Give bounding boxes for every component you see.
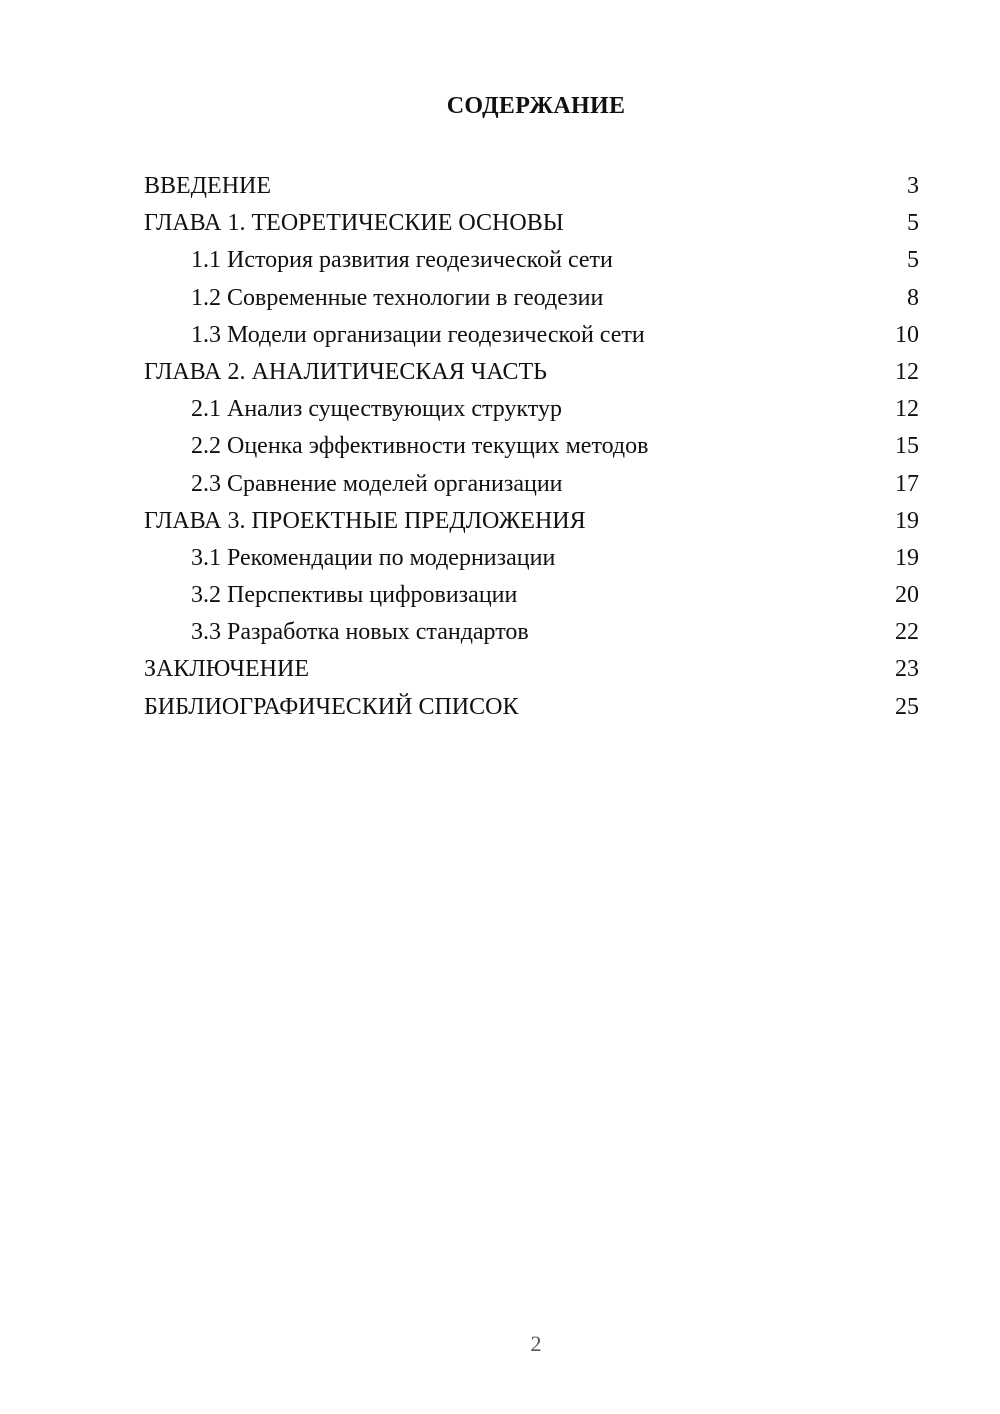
toc-entry-label: 2.3 Сравнение моделей организации (191, 470, 563, 497)
toc-entry-label: ГЛАВА 2. АНАЛИТИЧЕСКАЯ ЧАСТЬ (144, 358, 547, 385)
toc-entry-label: ГЛАВА 3. ПРОЕКТНЫЕ ПРЕДЛОЖЕНИЯ (144, 507, 586, 534)
toc-entry (144, 391, 919, 428)
toc-entry-label: ГЛАВА 1. ТЕОРЕТИЧЕСКИЕ ОСНОВЫ (144, 210, 564, 237)
toc-entry (144, 242, 919, 279)
toc-entry (144, 614, 919, 651)
toc-entry (144, 205, 919, 242)
toc-entry-label: ЗАКЛЮЧЕНИЕ (144, 656, 309, 683)
page-number: 2 (530, 1331, 542, 1356)
table-of-contents (144, 168, 919, 726)
toc-entry-label: 2.1 Анализ существующих структур (191, 396, 562, 423)
toc-entry-page: 12 (895, 396, 919, 423)
toc-entry (144, 354, 919, 391)
toc-entry-label: ВВЕДЕНИЕ (144, 173, 272, 199)
toc-entry-label: 3.3 Разработка новых стандартов (191, 619, 529, 646)
toc-entry-page: 23 (895, 656, 919, 683)
toc-entry-page: 5 (907, 210, 919, 237)
toc-entry-page: 17 (895, 470, 919, 497)
toc-entry-label: 3.1 Рекомендации по модернизации (191, 544, 556, 571)
toc-entry-label: 1.1 История развития геодезической сети (191, 247, 613, 274)
toc-entry (144, 280, 919, 317)
toc-title: СОДЕРЖАНИЕ (446, 93, 626, 119)
toc-entry-page: 19 (895, 507, 919, 534)
toc-entry (144, 689, 919, 726)
toc-entry-page: 25 (895, 693, 919, 720)
toc-entry-label: 3.2 Перспективы цифровизации (191, 582, 518, 609)
toc-entry-label: 2.2 Оценка эффективности текущих методов (191, 433, 649, 460)
toc-entry-page: 22 (895, 619, 919, 646)
toc-entry (144, 466, 919, 503)
toc-entry-label: 1.2 Современные технологии в геодезии (191, 284, 604, 311)
toc-entry-label: 1.3 Модели организации геодезической сети (191, 321, 645, 348)
toc-entry-page: 3 (907, 173, 919, 199)
toc-entry-page: 20 (895, 582, 919, 609)
toc-entry-page: 5 (907, 247, 919, 274)
toc-entry (144, 168, 919, 205)
toc-entry (144, 503, 919, 540)
toc-entry (144, 428, 919, 465)
toc-entry (144, 577, 919, 614)
toc-entry (144, 540, 919, 577)
toc-entry-page: 15 (895, 433, 919, 460)
toc-entry-page: 19 (895, 544, 919, 571)
toc-entry (144, 317, 919, 354)
toc-entry (144, 651, 919, 688)
toc-entry-label: БИБЛИОГРАФИЧЕСКИЙ СПИСОК (144, 693, 519, 720)
toc-entry-page: 12 (895, 358, 919, 385)
toc-entry-page: 10 (895, 321, 919, 348)
toc-entry-page: 8 (907, 284, 919, 311)
